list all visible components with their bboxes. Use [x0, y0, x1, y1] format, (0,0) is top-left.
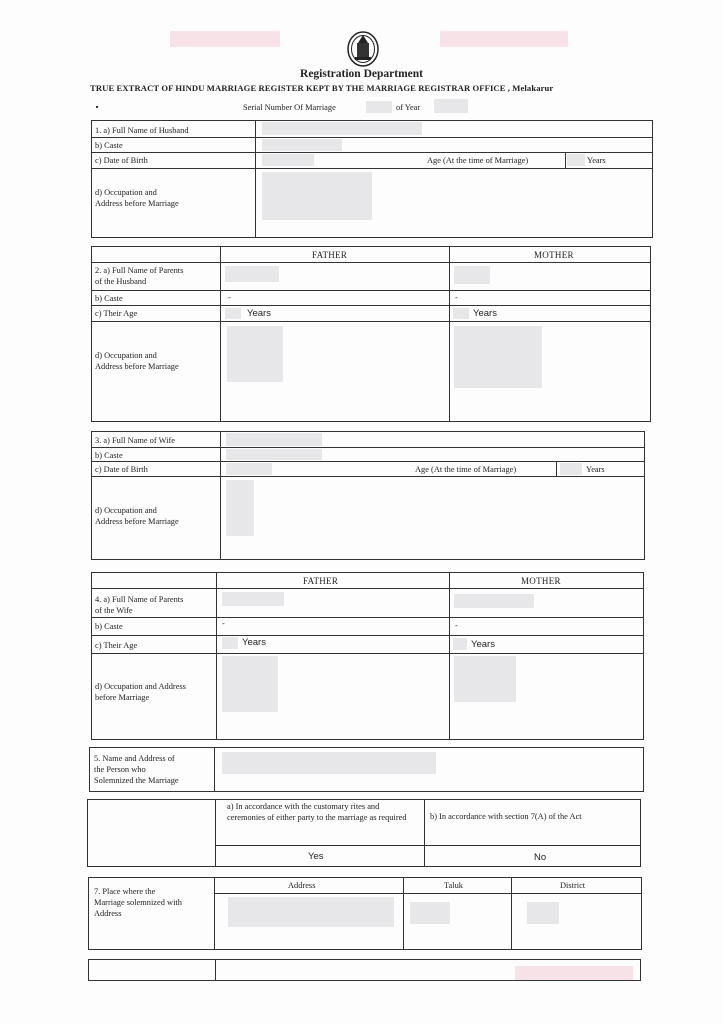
- wife-mother-header: MOTHER: [521, 576, 561, 586]
- redacted-wife-name: [226, 433, 322, 446]
- wife-mother-caste: -: [455, 621, 458, 630]
- wife-father-caste: -: [222, 619, 225, 628]
- redacted-place-district: [527, 902, 559, 924]
- redacted-wife-age: [560, 463, 582, 475]
- husband-mother-caste: -: [455, 293, 458, 302]
- husband-parents-name-label-1: 2. a) Full Name of Parents: [95, 266, 184, 275]
- redacted-serial: [366, 101, 392, 113]
- wife-caste-label: b) Caste: [95, 451, 123, 460]
- redacted-wife-father-address: [222, 656, 278, 712]
- husband-parents-name-label-2: of the Husband: [95, 277, 147, 286]
- husband-mother-years: Years: [473, 308, 497, 319]
- wife-parents-age-label: c) Their Age: [95, 641, 138, 650]
- redacted-husband-dob: [262, 154, 314, 166]
- wife-full-name-label: 3. a) Full Name of Wife: [95, 436, 175, 445]
- ceremony-option-b: b) In accordance with section 7(A) of the Act: [430, 812, 582, 821]
- redacted-footer: [515, 966, 633, 980]
- place-address-header: Address: [288, 881, 316, 890]
- redacted-husband-father-address: [227, 326, 283, 382]
- husband-caste-label: b) Caste: [95, 141, 123, 150]
- wife-father-header: FATHER: [303, 576, 339, 586]
- extract-title: TRUE EXTRACT OF HINDU MARRIAGE REGISTER KEPT BY THE MARRIAGE REGISTRAR OFFICE , Melakarur: [90, 83, 554, 93]
- redacted-husband-father-name: [225, 266, 279, 282]
- wife-parents-name-label-1: 4. a) Full Name of Parents: [95, 595, 184, 604]
- wife-parents-occupation-label-1: d) Occupation and Address: [95, 682, 186, 691]
- of-year-label: of Year: [396, 103, 421, 112]
- wife-mother-years: Years: [471, 639, 495, 650]
- place-label-2: Marriage solemnized with: [94, 898, 182, 907]
- husband-full-name-label: 1. a) Full Name of Husband: [95, 126, 189, 135]
- husband-parents-age-label: c) Their Age: [95, 309, 138, 318]
- redacted-husband-mother-name: [454, 266, 490, 284]
- redacted-wife-mother-age: [453, 638, 467, 650]
- place-district-header: District: [560, 881, 586, 890]
- redacted-year: [434, 99, 468, 113]
- solemnizer-label-2: the Person who: [94, 765, 146, 774]
- wife-parents-name-label-2: of the Wife: [95, 606, 133, 615]
- redacted-wife-caste: [226, 449, 322, 460]
- husband-occupation-label-1: d) Occupation and: [95, 188, 157, 197]
- wife-dob-label: c) Date of Birth: [95, 465, 148, 474]
- ceremony-option-a-2: ceremonies of either party to the marriage as required: [227, 813, 407, 822]
- solemnizer-label-1: 5. Name and Address of: [94, 754, 175, 763]
- redacted-wife-father-name: [222, 592, 284, 606]
- solemnizer-label-3: Solemnized the Marriage: [94, 776, 179, 785]
- wife-occupation-label-1: d) Occupation and: [95, 506, 157, 515]
- redacted-wife-mother-name: [454, 594, 534, 608]
- wife-age-label: Age (At the time of Marriage): [415, 465, 517, 474]
- serial-number-label: Serial Number Of Marriage: [243, 103, 336, 112]
- redacted-solemnizer: [222, 752, 436, 774]
- redacted-husband-name: [262, 122, 422, 135]
- husband-father-years: Years: [247, 308, 271, 319]
- tamil-nadu-emblem-icon: [346, 30, 380, 68]
- husband-occupation-label-2: Address before Marriage: [95, 199, 179, 208]
- place-taluk-header: Taluk: [444, 881, 463, 890]
- wife-parents-occupation-label-2: before Marriage: [95, 693, 150, 702]
- husband-parents-occupation-label-1: d) Occupation and: [95, 351, 157, 360]
- husband-parents-occupation-label-2: Address before Marriage: [95, 362, 179, 371]
- redacted-wife-mother-address: [454, 656, 516, 702]
- redacted-wife-dob: [226, 463, 272, 475]
- redacted-header-left: [170, 31, 280, 47]
- wife-father-years: Years: [242, 637, 266, 648]
- ceremony-option-a-1: a) In accordance with the customary rites and: [227, 802, 380, 811]
- husband-age-label: Age (At the time of Marriage): [427, 156, 529, 165]
- wife-parents-caste-label: b) Caste: [95, 622, 123, 631]
- redacted-place-address: [228, 897, 394, 927]
- ceremony-answer-b: No: [534, 852, 547, 863]
- wife-occupation-label-2: Address before Marriage: [95, 517, 179, 526]
- place-label-1: 7. Place where the: [94, 887, 156, 896]
- husband-parents-caste-label: b) Caste: [95, 294, 123, 303]
- wife-years-label: Years: [586, 465, 605, 474]
- husband-father-header: FATHER: [312, 250, 348, 260]
- redacted-husband-mother-address: [454, 326, 542, 388]
- redacted-husband-address: [262, 172, 372, 220]
- redacted-place-taluk: [410, 902, 450, 924]
- place-label-3: Address: [94, 909, 122, 918]
- redacted-husband-mother-age: [453, 308, 469, 319]
- redacted-husband-age: [567, 154, 585, 166]
- redacted-header-right: [440, 31, 568, 47]
- redacted-wife-father-age: [222, 637, 238, 649]
- bullet-mark: [96, 106, 98, 108]
- department-title: Registration Department: [300, 68, 423, 80]
- ceremony-answer-a: Yes: [308, 851, 324, 862]
- husband-father-caste: -: [228, 293, 231, 302]
- redacted-wife-address: [226, 480, 254, 536]
- wife-table: [91, 431, 645, 560]
- husband-dob-label: c) Date of Birth: [95, 156, 148, 165]
- husband-years-label: Years: [587, 156, 606, 165]
- husband-mother-header: MOTHER: [534, 250, 574, 260]
- redacted-husband-father-age: [225, 308, 241, 319]
- redacted-husband-caste: [262, 139, 342, 151]
